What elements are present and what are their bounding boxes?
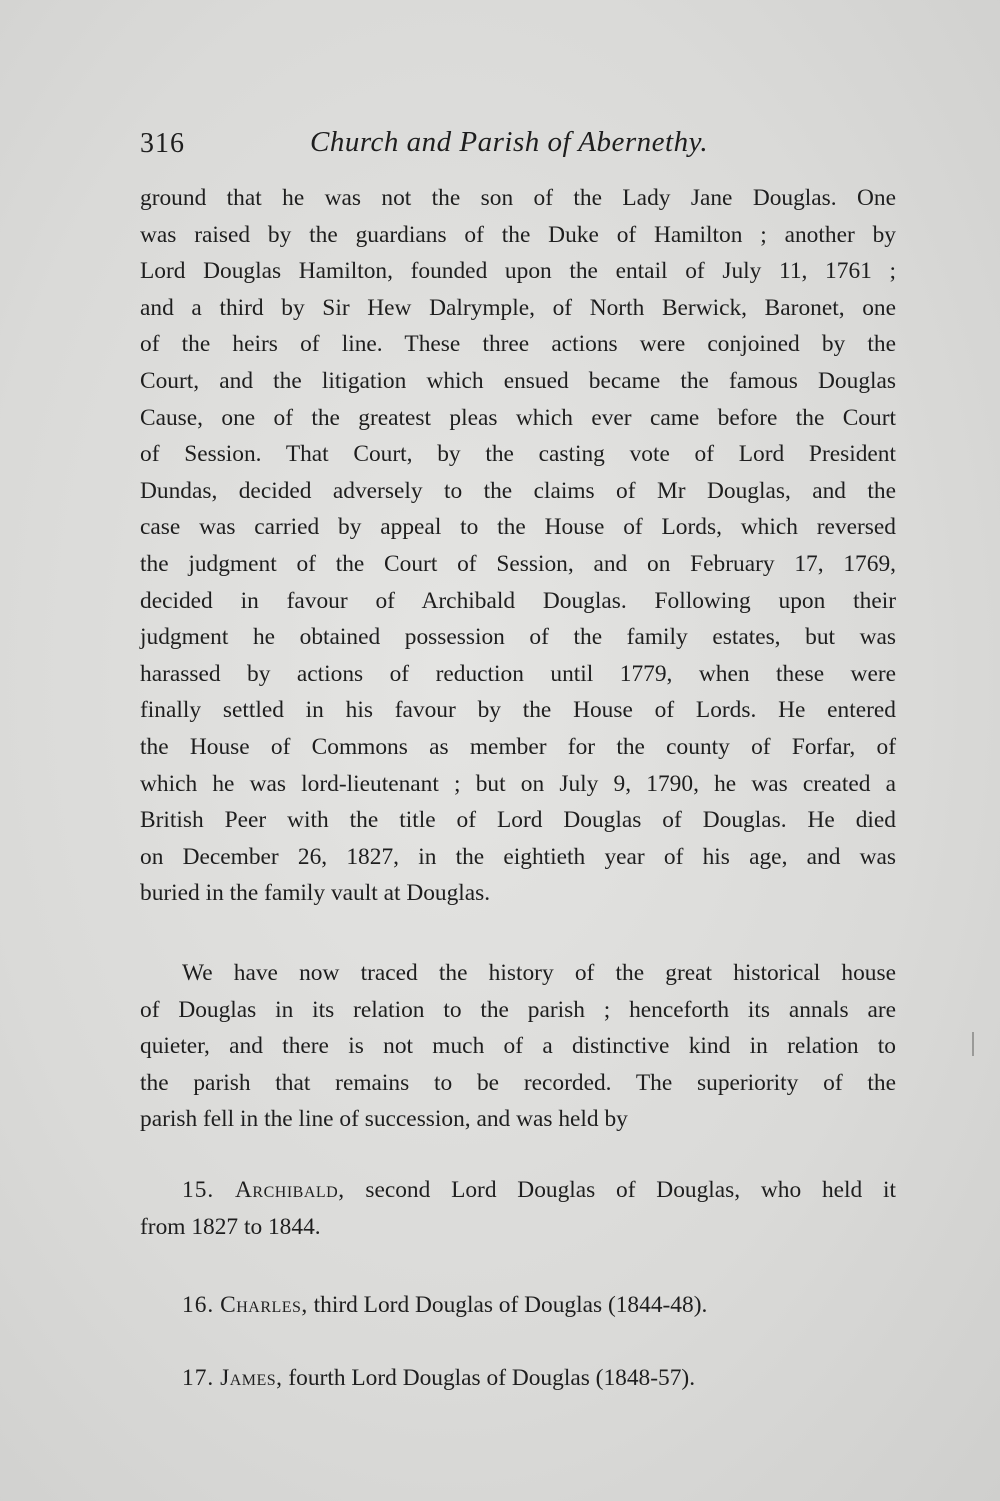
text-line: case was carried by appeal to the House of Lords, which reversed [140,514,896,541]
entry-line [140,1287,896,1324]
text-line: of the heirs of line. These three actions were conjoined by the [140,331,896,358]
text-line: British Peer with the title of Lord Douglas of Douglas. He died [140,807,896,834]
running-title: Church and Parish of Abernethy. [310,126,709,158]
entry-text: third Lord Douglas of Douglas (1844-48). [313,1292,708,1318]
paragraph-douglas-cause [140,180,896,912]
entry-text: fourth Lord Douglas of Douglas (1848-57). [288,1365,696,1391]
text-line: finally settled in his favour by the House of Lords. He entered [140,697,896,724]
entry-name: James, [220,1365,283,1391]
entry-line [140,1172,896,1209]
paragraph-succession-intro [140,955,896,1138]
text-line: the House of Commons as member for the county of Forfar, of [140,733,896,760]
page-number: 316 [140,128,185,159]
text-line: judgment he obtained possession of the family estates, but was [140,624,896,651]
entry-line [140,1360,896,1397]
text-line: decided in favour of Archibald Douglas. Following upon their [140,587,896,614]
entry-number: 16. [182,1292,215,1318]
text-line: We have now traced the history of the great historical house [182,960,896,986]
page-header [140,118,900,178]
text-line: Dundas, decided adversely to the claims of Mr Douglas, and the [140,477,896,504]
text-line: harassed by actions of reduction until 1779, when these were [140,660,896,687]
entry-text: second Lord Douglas of Douglas, who held it [365,1177,896,1203]
text-line: Court, and the litigation which ensued became the famous Douglas [140,367,896,394]
text-line: which he was lord-lieutenant ; but on July 9, 1790, he was created a [140,770,896,797]
succession-entry [140,1360,896,1397]
text-line: on December 26, 1827, in the eightieth year of his age, and was [140,843,896,870]
entry-number: 15. [182,1177,215,1203]
entry-number: 17. [182,1365,215,1391]
entry-name: Archibald, [235,1177,345,1203]
text-line: Cause, one of the greatest pleas which ever came before the Court [140,404,896,431]
text-line: the judgment of the Court of Session, and on February 17, 1769, [140,550,896,577]
text-line: of Session. That Court, by the casting vote of Lord President [140,441,896,468]
text-line: of Douglas in its relation to the parish ; henceforth its annals are [140,996,896,1023]
succession-entry [140,1287,896,1324]
text-line: the parish that remains to be recorded. The superiority of the [140,1069,896,1096]
text-line: and a third by Sir Hew Dalrymple, of North Berwick, Baronet, one [140,294,896,321]
text-line: buried in the family vault at Douglas. [140,880,491,907]
text-line: parish fell in the line of succession, and was held by [140,1106,628,1133]
text-line: Lord Douglas Hamilton, founded upon the entail of July 11, 1761 ; [140,258,896,285]
text-line: ground that he was not the son of the Lady Jane Douglas. One [140,185,896,211]
paper-mark [972,1032,974,1056]
text-line: quieter, and there is not much of a distinctive kind in relation to [140,1033,896,1060]
succession-entry [140,1172,896,1245]
text-line: was raised by the guardians of the Duke of Hamilton ; another by [140,221,896,248]
entry-line: from 1827 to 1844. [140,1213,321,1240]
entry-name: Charles, [220,1292,308,1318]
